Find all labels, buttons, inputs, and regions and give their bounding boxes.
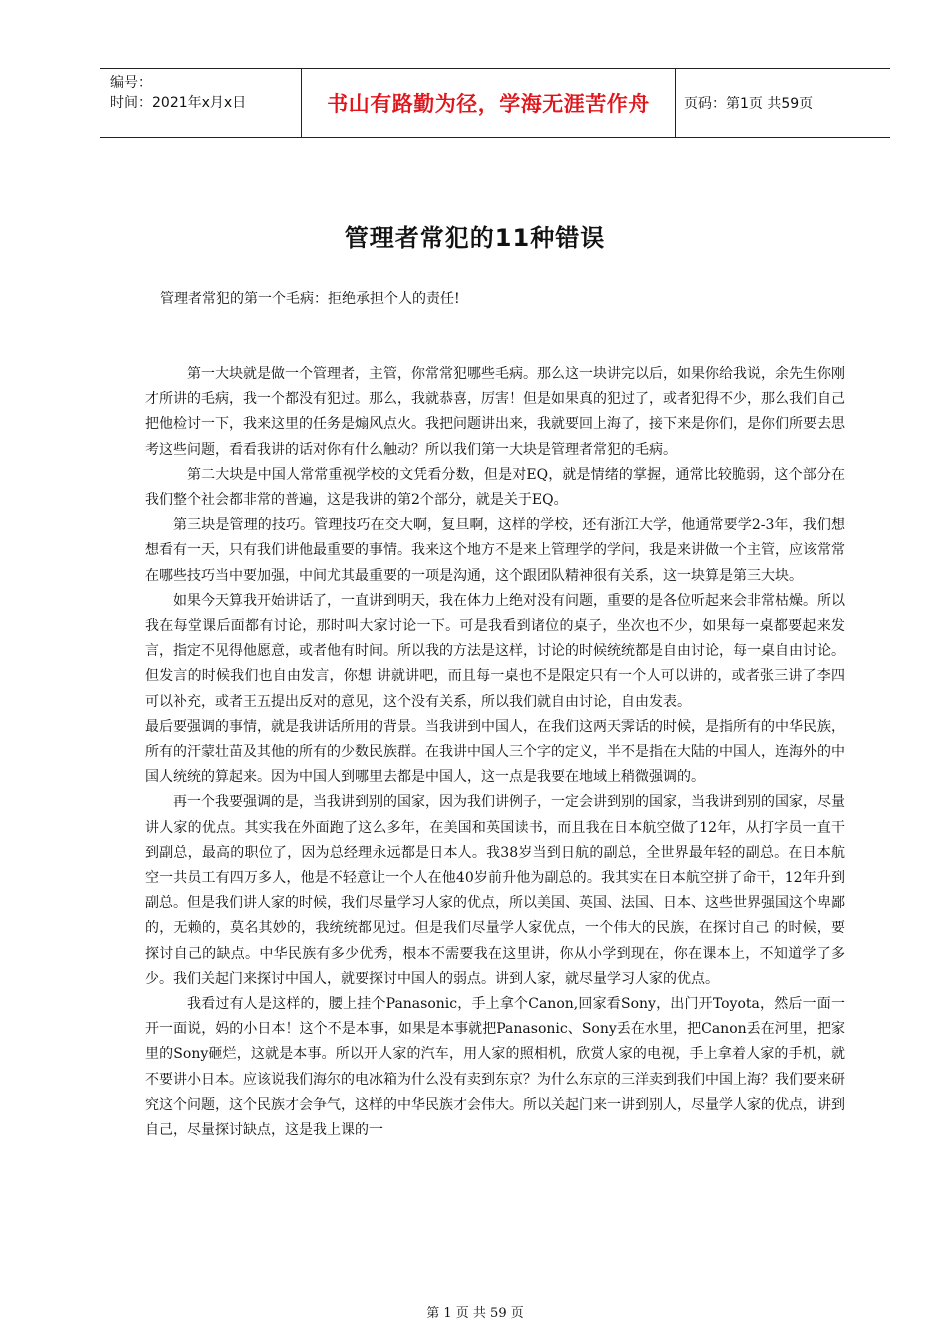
header-motto: 书山有路勤为径，学海无涯苦作舟 [302, 69, 676, 137]
paragraph: 如果今天算我开始讲话了，一直讲到明天，我在体力上绝对没有问题，重要的是各位听起来会非常枯燥。所以我在每堂课后面都有讨论，那时叫大家讨论一下。可是我看到诸位的桌子，坐次也不少，如果每一桌都要起来发言，指定不见得他愿意，或者他有时间。所以我的方法是这样，讨论的时候统统都是自由讨论，每一桌自由讨论。但发言的时候我们也自由发言，你想 讲就讲吧，而且每一桌也不是限定只有一个人可以讲的，或者张三讲了李四可以补充，或者王五提出反对的意见，这个没有关系，所以我们就自由讨论，自由发表。 [145, 592, 845, 710]
page-header [100, 68, 890, 138]
paragraph: 我看过有人是这样的，腰上挂个Panasonic，手上拿个Canon,回家看Sony，出门开Toyota，然后一面一开一面说，妈的小日本！这个不是本事，如果是本事就把Panasonic、Sony丢在水里，把Canon丢在河里，把家里的Sony砸烂，这就是本事。所以开人家的汽车，用人家的照相机，欣赏人家的电视，手上拿着人家的手机，就不要讲小日本。应该说我们海尔的电冰箱为什么没有卖到东京？为什么东京的三洋卖到我们中国上海？我们要来研究这个问题，这个民族才会争气，这样的中华民族才会伟大。所以关起门来一讲到别人，尽量学人家的优点，讲到自己，尽量探讨缺点，这是我上课的一 [145, 996, 845, 1139]
header-meta [100, 69, 302, 137]
document-body [145, 362, 845, 1143]
document-subtitle: 管理者常犯的第一个毛病：拒绝承担个人的责任! [160, 291, 460, 307]
time-label: 时间：2021年x月x日 [110, 95, 247, 111]
paragraph: 第一大块就是做一个管理者，主管，你常常犯哪些毛病。那么这一块讲完以后，如果你给我说，余先生你刚才所讲的毛病，我一个都没有犯过。那么，我就恭喜，厉害！但是如果真的犯过了，或者犯得不少，那么我们自己把他检讨一下，我来这里的任务是煽风点火。我把问题讲出来，我就要回上海了，接下来是你们，是你们所要去思考这些问题，看看我讲的话对你有什么触动？所以我们第一大块是管理者常犯的毛病。 [145, 366, 845, 458]
header-page-label: 页码：第1页 共59页 [684, 96, 814, 112]
page-footer: 第 1 页 共 59 页 [426, 1306, 524, 1321]
number-label: 编号： [110, 75, 152, 91]
paragraph: 再一个我要强调的是，当我讲到别的国家，因为我们讲例子，一定会讲到别的国家，当我讲到别的国家，尽量讲人家的优点。其实我在外面跑了这么多年，在美国和英国读书，而且我在日本航空做了12年，从打字员一直干到副总，最高的职位了，因为总经理永远都是日本人。我38岁当到日航的副总，全世界最年轻的副总。在日本航空一共员工有四万多人，他是不轻意让一个人在他40岁前升他为副总的。我其实在日本航空拼了命干，12年升到副总。但是我们讲人家的时候，我们尽量学习人家的优点，所以美国、英国、法国、日本、这些世界强国这个卑鄙的，无赖的，莫名其妙的，我统统都见过。但是我们尽量学人家优点，一个伟大的民族，在探讨自己 的时候，要探讨自己的缺点。中华民族有多少优秀，根本不需要我在这里讲，你从小学到现在，你在课本上，不知道学了多少。我们关起门来探讨中国人，就要探讨中国人的弱点。讲到人家，就尽量学习人家的优点。 [145, 794, 845, 987]
paragraph: 第二大块是中国人常常重视学校的文凭看分数，但是对EQ，就是情绪的掌握，通常比较脆弱，这个部分在我们整个社会都非常的普遍，这是我讲的第2个部分，就是关于EQ。 [145, 466, 845, 509]
paragraph: 第三块是管理的技巧。管理技巧在交大啊，复旦啊，这样的学校，还有浙江大学，他通常要学2-3年，我们想想看有一天，只有我们讲他最重要的事情。我来这个地方不是来上管理学的学问，我是来讲做一个主管，应该常常在哪些技巧当中要加强，中间尤其最重要的一项是沟通，这个跟团队精神很有关系，这一块算是第三大块。 [145, 517, 845, 584]
paragraph: 最后要强调的事情，就是我讲话所用的背景。当我讲到中国人，在我们这两天霁话的时候，是指所有的中华民族，所有的汗蒙壮苗及其他的所有的少数民族群。在我讲中国人三个字的定义，半不是指在大陆的中国人，连海外的中国人统统的算起来。因为中国人到哪里去都是中国人，这一点是我要在地域上稍微强调的。 [145, 718, 845, 786]
document-title: 管理者常犯的11种错误 [344, 224, 606, 252]
